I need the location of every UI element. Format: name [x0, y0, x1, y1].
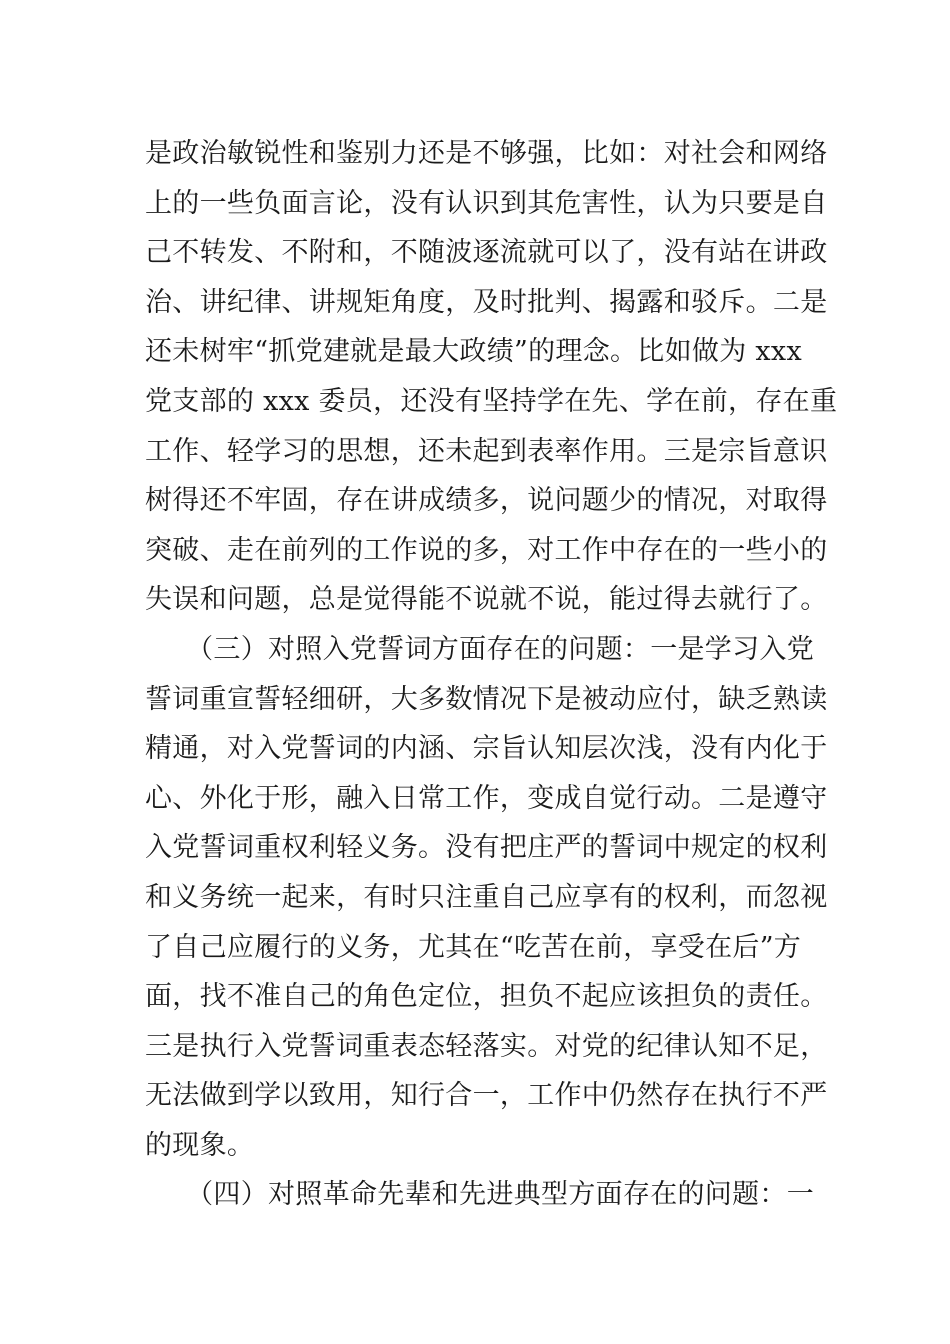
- text-line: 面，找不准自己的角色定位，担负不起应该担负的责任。: [145, 981, 828, 1013]
- text-line: 誓词重宣誓轻细研，大多数情况下是被动应付，缺乏熟读: [145, 683, 828, 715]
- text-line: 失误和问题，总是觉得能不说就不说，能过得去就行了。: [145, 584, 828, 616]
- text-line: 无法做到学以致用，知行合一，工作中仍然存在执行不严: [145, 1080, 828, 1112]
- text-line: 心、外化于形，融入日常工作，变成自觉行动。二是遵守: [145, 782, 828, 814]
- text-line: 树得还不牢固，存在讲成绩多，说问题少的情况，对取得: [145, 485, 828, 517]
- text-line: 突破、走在前列的工作说的多，对工作中存在的一些小的: [145, 534, 828, 566]
- text-line: 三是执行入党誓词重表态轻落实。对党的纪律认知不足，: [145, 1030, 828, 1062]
- text-line: 治、讲纪律、讲规矩角度，及时批判、揭露和驳斥。二是: [145, 286, 828, 318]
- text-line: 己不转发、不附和，不随波逐流就可以了，没有站在讲政: [145, 237, 828, 269]
- text-line: 入党誓词重权利轻义务。没有把庄严的誓词中规定的权利: [145, 832, 828, 864]
- text-line: 精通，对入党誓词的内涵、宗旨认知层次浅，没有内化于: [145, 733, 828, 765]
- text-line: 是政治敏锐性和鉴别力还是不够强，比如：对社会和网络: [145, 138, 828, 169]
- text-line: 了自己应履行的义务，尤其在“吃苦在前，享受在后”方: [145, 931, 802, 963]
- text-line: 还未树牢“抓党建就是最大政绩”的理念。比如做为 xxx: [145, 336, 802, 368]
- text-line: （三）对照入党誓词方面存在的问题：一是学习入党: [145, 633, 814, 665]
- text-line: 工作、轻学习的思想，还未起到表率作用。三是宗旨意识: [145, 435, 828, 467]
- text-line: 的现象。: [145, 1129, 255, 1161]
- text-line: （四）对照革命先辈和先进典型方面存在的问题：一: [145, 1179, 814, 1211]
- text-line: 和义务统一起来，有时只注重自己应享有的权利，而忽视: [145, 881, 828, 913]
- text-line: 上的一些负面言论，没有认识到其危害性，认为只要是自: [145, 187, 828, 219]
- text-line: 党支部的 xxx 委员，还没有坚持学在先、学在前，存在重: [145, 385, 838, 417]
- body-text: [145, 129, 838, 1220]
